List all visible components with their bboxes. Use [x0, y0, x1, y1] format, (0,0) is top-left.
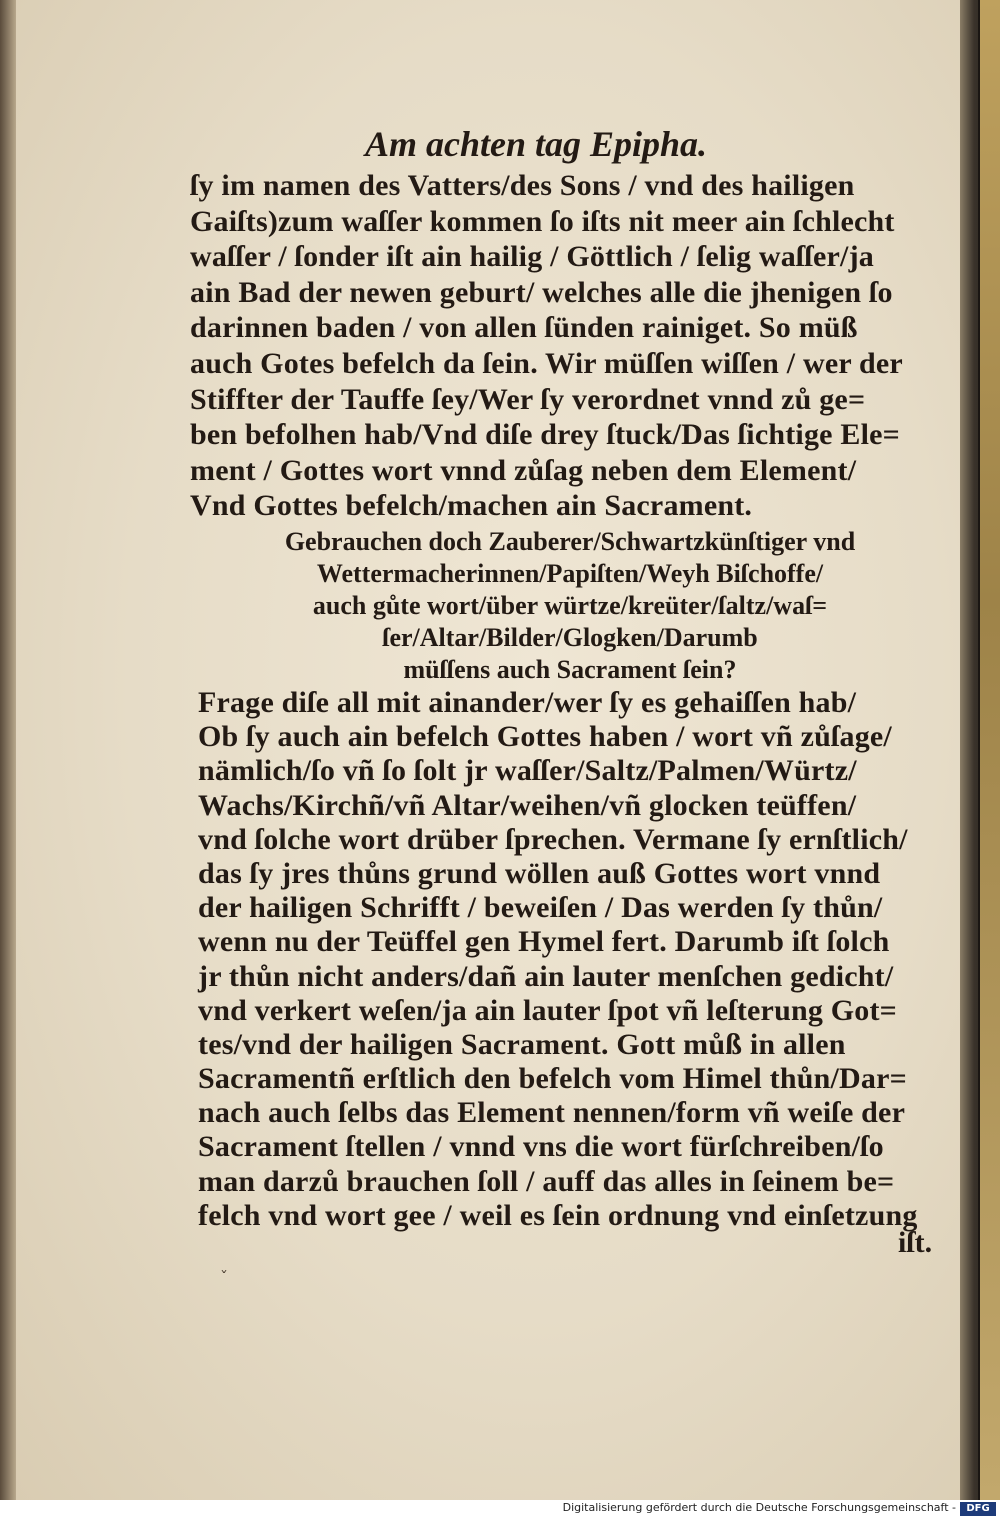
text-line: vnd verkert weſen/ja ain lauter ſpot vñ leſterung Got= — [198, 993, 897, 1027]
text-line: Sacramentñ erſtlich den befelch vom Himel thůn/Dar= — [198, 1062, 907, 1096]
text-line: ment / Gottes wort vnnd zůſag neben dem Element/ — [190, 453, 857, 487]
gloss-line: müſſens auch Sacrament ſein? — [403, 655, 737, 684]
gloss-line: auch gůte wort/über würtze/kreüter/ſaltz/waſ= — [312, 591, 828, 620]
text-line: Wachs/Kirchñ/vñ Altar/weihen/vñ glocken teüffen/ — [198, 788, 857, 822]
text-line: das ſy jres thůns grund wöllen auß Gottes wort vnnd — [198, 856, 881, 890]
text-line: Stiffter der Tauffe ſey/Wer ſy verordnet vnnd zů ge= — [190, 382, 866, 416]
text-line: darinnen baden / von allen ſünden rainiget. So müß — [190, 311, 858, 345]
gloss-line: ſer/Altar/Bilder/Glogken/Darumb — [382, 623, 758, 652]
ink-mark: ˇ — [220, 1268, 228, 1287]
gloss-line: Wettermacherinnen/Papiſten/Weyh Biſchoffe/ — [316, 559, 824, 588]
text-line: ſy im namen des Vatters/des Sons / vnd des hailigen — [190, 169, 855, 202]
text-line: der hailigen Schrifft / beweiſen / Das werden ſy thůn/ — [198, 891, 883, 925]
dfg-logo: DFG — [960, 1502, 996, 1516]
text-line: nach auch ſelbs das Element nennen/form vñ weiſe der — [198, 1096, 906, 1130]
text-line: Gaiſts)zum waſſer kommen ſo iſts nit meer ain ſchlecht — [190, 204, 895, 238]
text-line: nämlich/ſo vñ ſo ſolt jr waſſer/Saltz/Palmen/Würtz/ — [198, 754, 857, 788]
text-line: waſſer / ſonder iſt ain hailig / Göttlich / ſelig waſſer/ja — [190, 240, 874, 274]
text-line: tes/vnd der hailigen Sacrament. Gott můß in allen — [198, 1027, 846, 1061]
running-head: Am achten tag Epipha. — [365, 124, 708, 164]
text-line: ben befolhen hab/Vnd diſe drey ſtuck/Das ſichtige Ele= — [190, 418, 900, 452]
text-line: vnd ſolche wort drüber ſprechen. Vermane ſy ernſtlich/ — [198, 822, 908, 856]
page-left-edge — [0, 0, 16, 1500]
text-line: felch vnd wort gee / weil es ſein ordnung vnd einſetzung — [198, 1198, 918, 1232]
text-line: man darzů brauchen ſoll / auff das alles in ſeinem be= — [198, 1164, 895, 1198]
text-line: Frage diſe all mit ainander/wer ſy es gehaiſſen hab/ — [198, 686, 857, 719]
text-line: Ob ſy auch ain befelch Gottes haben / wort vñ zůſage/ — [198, 720, 892, 754]
paragraph-2 — [198, 686, 958, 1233]
text-line: Vnd Gottes befelch/machen ain Sacrament. — [190, 489, 753, 523]
text-line: jr thůn nicht anders/dañ ain lauter menſchen gedicht/ — [198, 959, 894, 993]
gloss-line: Gebrauchen doch Zauberer/Schwartzkünſtiger vnd — [284, 527, 856, 556]
catchword: iſt. — [898, 1226, 933, 1259]
text-line: auch Gotes befelch da ſein. Wir müſſen wiſſen / wer der — [190, 346, 903, 380]
binding-strip — [978, 0, 1000, 1500]
text-line: ain Bad der newen geburt/ welches alle die jhenigen ſo — [190, 275, 893, 309]
text-line: wenn nu der Teüffel gen Hymel fert. Darumb iſt ſolch — [198, 925, 890, 959]
funding-notice: Digitalisierung gefördert durch die Deutsche Forschungsgemeinschaft - — [562, 1501, 956, 1514]
marginal-gloss — [240, 526, 900, 686]
paragraph-1 — [190, 168, 950, 524]
text-line: Sacrament ſtellen / vnnd vns die wort fürſchreiben/ſo — [198, 1130, 884, 1164]
